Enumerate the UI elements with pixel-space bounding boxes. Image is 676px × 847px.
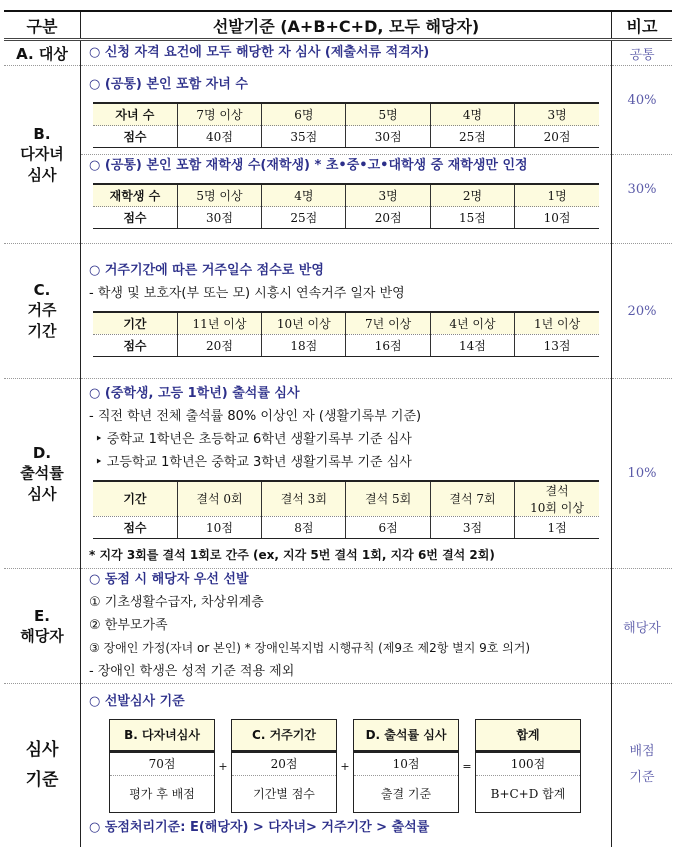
table-cell: 기간 [93, 312, 177, 335]
table-cell: 30점 [346, 126, 430, 148]
score-box [109, 719, 215, 813]
table-cell: 결석 0회 [177, 481, 261, 517]
table-cell: 30점 [177, 207, 261, 229]
header-row [93, 312, 599, 335]
header-category: 구분 [4, 11, 81, 40]
header-row [93, 481, 599, 517]
priority-item: ① 기초생활수급자, 차상위계층 [89, 595, 264, 610]
row-b-label [4, 66, 81, 244]
table-cell: 6명 [262, 103, 346, 126]
table-cell: 6점 [346, 516, 430, 538]
row-b [4, 66, 672, 244]
criteria-table [4, 10, 672, 847]
table-cell: 재학생 수 [93, 184, 177, 207]
score-box-d: 기간별 점수 [253, 787, 315, 802]
header-row [93, 103, 599, 126]
row-c-label [4, 244, 81, 379]
table-cell: 20점 [177, 334, 261, 356]
table-cell: 14점 [430, 334, 514, 356]
students-title: ○ (공통) 본인 포함 재학생 수(재학생) * 초•중•고•대학생 중 재학생만 인정 [81, 154, 611, 177]
score-box-h: B. 다자녀심사 [110, 720, 214, 753]
header-criteria: 선발기준 (A+B+C+D, 모두 해당자) [81, 11, 612, 40]
table-cell: 15점 [430, 207, 514, 229]
score-box-v: 70점 [110, 753, 214, 776]
residence-desc: - 학생 및 보호자(부 또는 모) 시흥시 연속거주 일자 반영 [89, 285, 405, 301]
table-cell: 3점 [430, 516, 514, 538]
scoring-flow [109, 719, 603, 813]
score-box-d: 평가 후 배점 [129, 787, 195, 802]
note-students: 30% [627, 182, 657, 197]
note-children: 40% [612, 66, 672, 155]
priority-item: ③ 장애인 가정(자녀 or 본인) * 장애인복지법 시행규칙 (제9조 제2항 별지 9호 의거) [89, 641, 531, 655]
label-line: 심사 [25, 740, 59, 761]
score-box-d: B+C+D 합계 [490, 787, 566, 802]
score-box-v: 20점 [232, 753, 336, 776]
row-e-label [4, 569, 81, 684]
header-row [93, 184, 599, 207]
row-a-note: 공통 [612, 40, 673, 66]
score-box-v: 10점 [354, 753, 458, 776]
residence-score-table [93, 311, 599, 357]
attendance-title: ○ (중학생, 고등 1학년) 출석률 심사 [89, 385, 300, 401]
score-box [475, 719, 581, 813]
table-cell: 20점 [346, 207, 430, 229]
table-cell: 25점 [262, 207, 346, 229]
label-line: 심사 [27, 165, 57, 184]
table-cell: 10년 이상 [262, 312, 346, 335]
row-f-content [81, 684, 612, 847]
priority-item: ② 한부모가족 [89, 618, 168, 633]
tiebreak-rule: ○ 동점처리기준: E(해당자) > 다자녀> 거주기간 > 출석률 [89, 820, 430, 836]
table-cell: 5명 이상 [177, 184, 261, 207]
label-line: 기준 [25, 770, 59, 791]
table-cell: 결석 5회 [346, 481, 430, 517]
table-cell: 3명 [346, 184, 430, 207]
row-f-notes [612, 684, 673, 847]
label-line: 해당자 [20, 626, 64, 645]
label-line: 심사 [27, 484, 57, 503]
table-cell: 자녀 수 [93, 103, 177, 126]
children-title: ○ (공통) 본인 포함 자녀 수 [89, 77, 248, 92]
score-row [93, 126, 599, 148]
row-b-notes [612, 66, 673, 244]
label-line: E. [34, 606, 50, 625]
score-box-h: C. 거주기간 [232, 720, 336, 753]
table-cell: 35점 [262, 126, 346, 148]
students-score-table [93, 183, 599, 229]
label-line: 기간 [27, 322, 57, 340]
note-line: 기준 [629, 770, 655, 786]
scoring-title: ○ 선발심사 기준 [89, 694, 185, 710]
label-line: 거주 [27, 301, 57, 319]
table-cell: 1명 [515, 184, 599, 207]
table-cell: 4명 [262, 184, 346, 207]
table-cell: 1년 이상 [515, 312, 599, 335]
table-cell: 4년 이상 [430, 312, 514, 335]
label-line: D. [32, 443, 52, 462]
row-e [4, 569, 672, 684]
score-box [231, 719, 337, 813]
label-line: 출석률 [20, 463, 64, 482]
score-box-v: 100점 [476, 753, 580, 776]
table-cell: 25점 [430, 126, 514, 148]
table-cell: 7년 이상 [346, 312, 430, 335]
priority-title: ○ 동점 시 해당자 우선 선발 [89, 572, 249, 587]
attendance-score-table [93, 480, 599, 539]
row-f [4, 684, 672, 847]
table-cell: 기간 [93, 481, 177, 517]
row-a [4, 40, 672, 66]
children-score-table [93, 102, 599, 148]
table-cell: 결석 3회 [262, 481, 346, 517]
table-cell: 결석 10회 이상 [515, 481, 599, 517]
score-box-h: D. 출석률 심사 [354, 720, 458, 753]
table-cell: 10점 [177, 516, 261, 538]
operator: + [218, 759, 228, 773]
table-cell: 2명 [430, 184, 514, 207]
attendance-note-middle: ‣ 중학교 1학년은 초등학교 6학년 생활기록부 기준 심사 [95, 431, 412, 447]
operator: + [340, 759, 350, 773]
table-cell: 점수 [93, 516, 177, 538]
row-e-content [81, 569, 612, 684]
row-d-note: 10% [612, 379, 673, 569]
priority-exception: - 장애인 학생은 성적 기준 적용 제외 [89, 664, 295, 679]
table-cell: 1점 [515, 516, 599, 538]
table-cell: 점수 [93, 126, 177, 148]
row-c-note: 20% [612, 244, 673, 379]
label-line: B. [33, 124, 51, 143]
table-cell: 3명 [515, 103, 599, 126]
table-cell: 10점 [515, 207, 599, 229]
attendance-footnote: * 지각 3회를 결석 1회로 간주 (ex, 지각 5번 결석 1회, 지각 6번 결석 2회) [89, 547, 495, 562]
row-b-content [81, 66, 612, 244]
table-cell: 16점 [346, 334, 430, 356]
table-cell: 7명 이상 [177, 103, 261, 126]
attendance-note-high: ‣ 고등학교 1학년은 중학교 3학년 생활기록부 기준 심사 [95, 454, 412, 470]
score-box-d: 출결 기준 [380, 787, 432, 802]
row-d-label [4, 379, 81, 569]
attendance-desc: - 직전 학년 전체 출석률 80% 이상인 자 (생활기록부 기준) [89, 408, 422, 424]
note-line: 배점 [629, 744, 655, 760]
table-cell: 8점 [262, 516, 346, 538]
table-cell: 결석 7회 [430, 481, 514, 517]
table-cell: 5명 [346, 103, 430, 126]
table-cell: 점수 [93, 334, 177, 356]
row-a-label: A. 대상 [4, 40, 81, 66]
row-d [4, 379, 672, 569]
score-row [93, 334, 599, 356]
label-line: 다자녀 [20, 144, 64, 163]
label-line: C. [33, 281, 51, 299]
row-f-label [4, 684, 81, 847]
score-row [93, 516, 599, 538]
table-cell: 4명 [430, 103, 514, 126]
row-e-note: 해당자 [612, 569, 673, 684]
score-box [353, 719, 459, 813]
row-c [4, 244, 672, 379]
score-row [93, 207, 599, 229]
table-cell: 11년 이상 [177, 312, 261, 335]
table-cell: 40점 [177, 126, 261, 148]
row-c-content [81, 244, 612, 379]
table-cell: 18점 [262, 334, 346, 356]
header-row [4, 11, 672, 40]
row-a-text: ○ 신청 자격 요건에 모두 해당한 자 심사 (제출서류 적격자) [81, 40, 612, 66]
row-d-content [81, 379, 612, 569]
score-box-h: 합계 [476, 720, 580, 753]
table-cell: 점수 [93, 207, 177, 229]
table-cell: 13점 [515, 334, 599, 356]
operator: = [462, 759, 472, 773]
header-remarks: 비고 [612, 11, 673, 40]
table-cell: 20점 [515, 126, 599, 148]
residence-title: ○ 거주기간에 따른 거주일수 점수로 반영 [89, 262, 324, 278]
